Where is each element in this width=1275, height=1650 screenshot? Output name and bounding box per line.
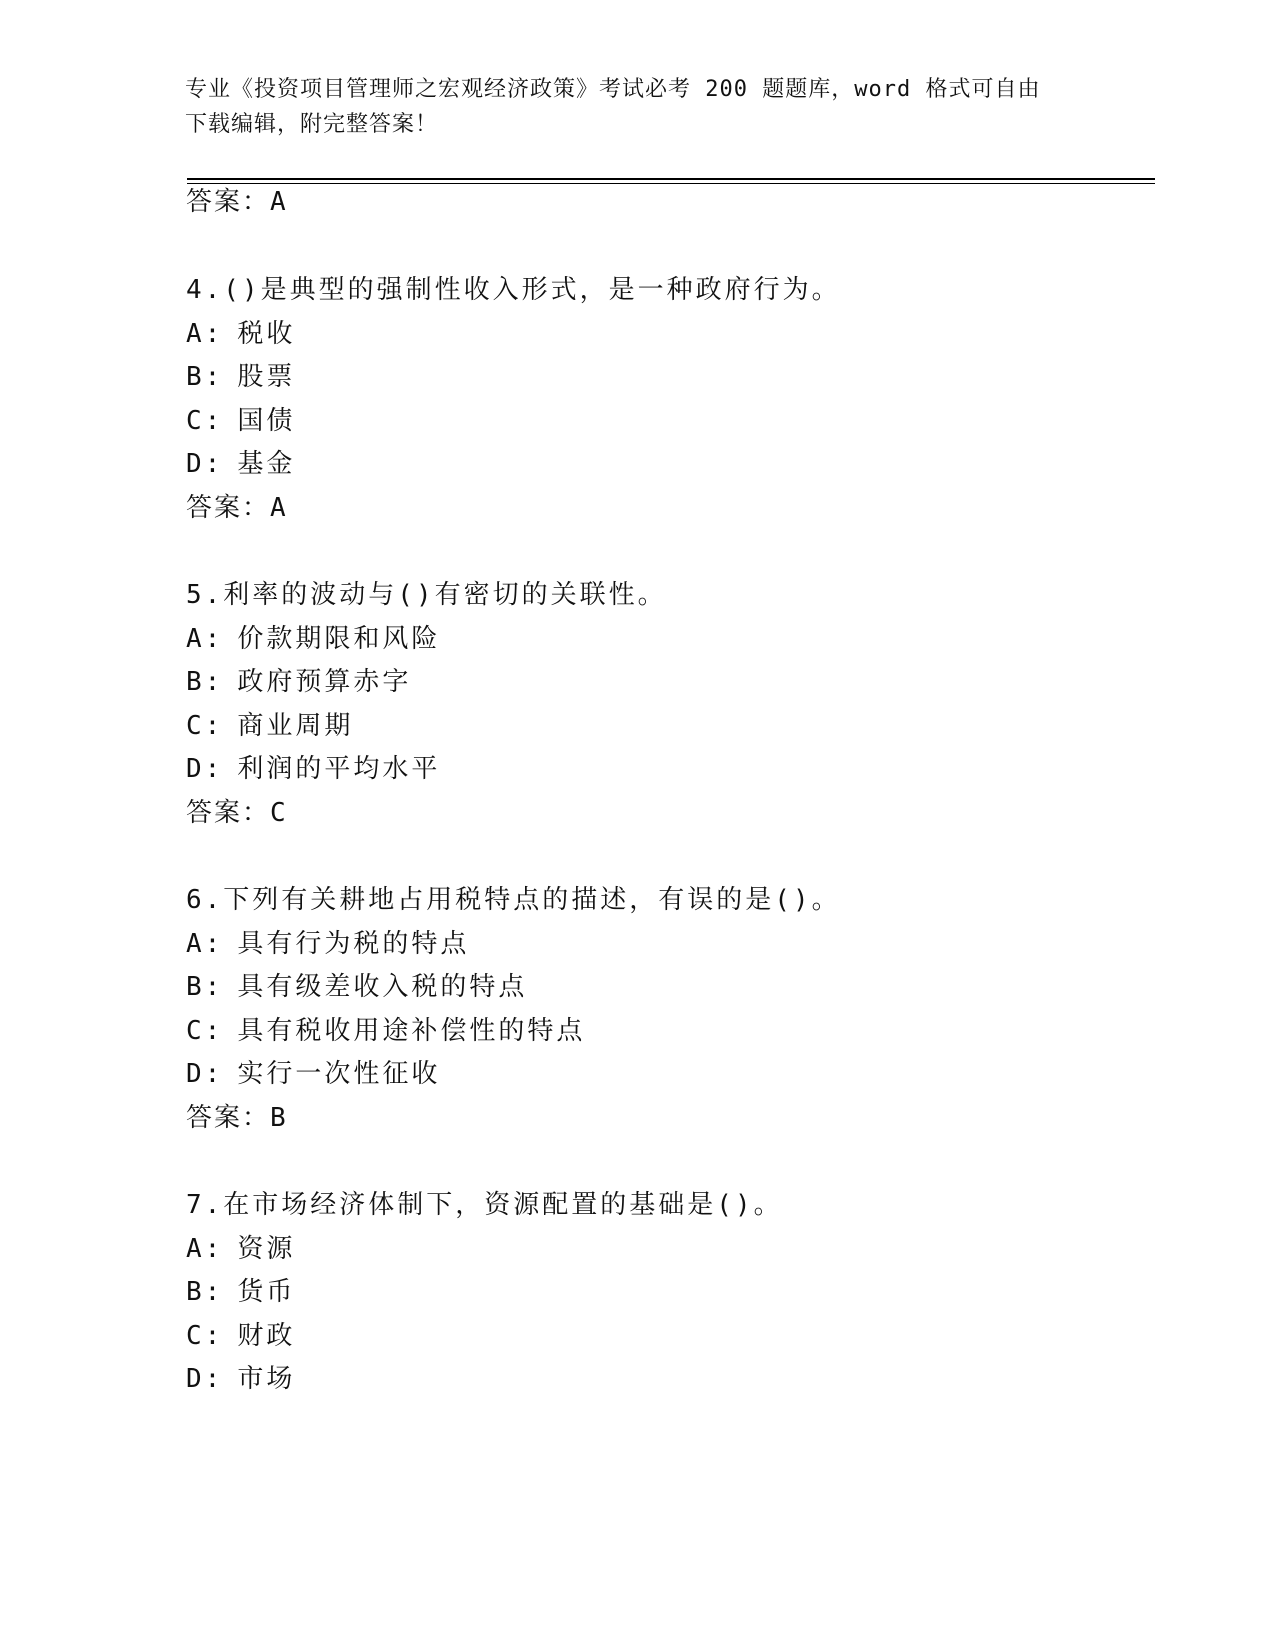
question-7-option-b (186, 1275, 295, 1309)
option-text: 具有行为税的特点 (237, 929, 470, 959)
header-rule-thick (187, 178, 1155, 180)
option-key: D: (186, 449, 224, 479)
answer-value: A (270, 493, 288, 523)
question-4-option-b (186, 360, 295, 394)
option-key: B: (186, 362, 224, 392)
question-6-option-c (186, 1014, 585, 1048)
option-key: C: (186, 711, 224, 741)
option-key: B: (186, 1277, 224, 1307)
question-7-option-d (186, 1362, 295, 1396)
option-text: 基金 (237, 449, 296, 479)
option-key: C: (186, 1321, 224, 1351)
answer-value: C (270, 798, 288, 828)
question-4-stem: 4.()是典型的强制性收入形式，是一种政府行为。 (186, 275, 841, 305)
option-key: B: (186, 667, 224, 697)
option-key: A: (186, 624, 224, 654)
answer-value: A (270, 187, 288, 217)
option-key: A: (186, 929, 224, 959)
question-5-option-c (186, 709, 353, 743)
answer-label: 答案： (186, 798, 271, 828)
question-5-answer (186, 796, 288, 830)
option-text: 财政 (237, 1321, 296, 1351)
answer-line (186, 185, 288, 219)
option-text: 利润的平均水平 (237, 754, 441, 784)
answer-value: B (270, 1103, 288, 1133)
question-6-stem: 6.下列有关耕地占用税特点的描述，有误的是()。 (186, 885, 841, 915)
option-key: D: (186, 754, 224, 784)
question-5-option-a (186, 622, 440, 656)
question-5-stem: 5.利率的波动与()有密切的关联性。 (186, 580, 667, 610)
option-key: D: (186, 1364, 224, 1394)
option-key: B: (186, 972, 224, 1002)
question-5-option-d (186, 752, 440, 786)
option-text: 货币 (237, 1277, 296, 1307)
option-text: 股票 (237, 362, 296, 392)
question-6-option-a (186, 927, 469, 961)
question-4-answer (186, 491, 288, 525)
question-4-option-a (186, 317, 295, 351)
question-7-option-a (186, 1232, 295, 1266)
option-text: 实行一次性征收 (237, 1059, 441, 1089)
answer-label: 答案： (186, 493, 271, 523)
option-key: A: (186, 1234, 224, 1264)
option-text: 资源 (237, 1234, 296, 1264)
question-5-option-b (186, 665, 411, 699)
option-text: 具有级差收入税的特点 (237, 972, 528, 1002)
question-6-option-d (186, 1057, 440, 1091)
question-4-option-c (186, 404, 295, 438)
header-line-2: 下载编辑，附完整答案！ (185, 112, 439, 137)
option-key: C: (186, 406, 224, 436)
option-key: A: (186, 319, 224, 349)
option-text: 国债 (237, 406, 296, 436)
answer-label: 答案： (186, 187, 271, 217)
option-text: 税收 (237, 319, 296, 349)
option-key: D: (186, 1059, 224, 1089)
header-line-1: 专业《投资项目管理师之宏观经济政策》考试必考 200 题题库，word 格式可自由 (185, 77, 1041, 102)
option-text: 商业周期 (237, 711, 354, 741)
option-text: 政府预算赤字 (237, 667, 412, 697)
question-6-answer (186, 1101, 288, 1135)
option-text: 市场 (237, 1364, 296, 1394)
answer-label: 答案： (186, 1103, 271, 1133)
option-text: 具有税收用途补偿性的特点 (237, 1016, 586, 1046)
header-rule-thin (187, 183, 1155, 184)
document-header (185, 72, 1085, 142)
option-key: C: (186, 1016, 224, 1046)
option-text: 价款期限和风险 (237, 624, 441, 654)
question-4-option-d (186, 447, 295, 481)
question-6-option-b (186, 970, 527, 1004)
question-7-stem: 7.在市场经济体制下，资源配置的基础是()。 (186, 1190, 783, 1220)
question-7-option-c (186, 1319, 295, 1353)
